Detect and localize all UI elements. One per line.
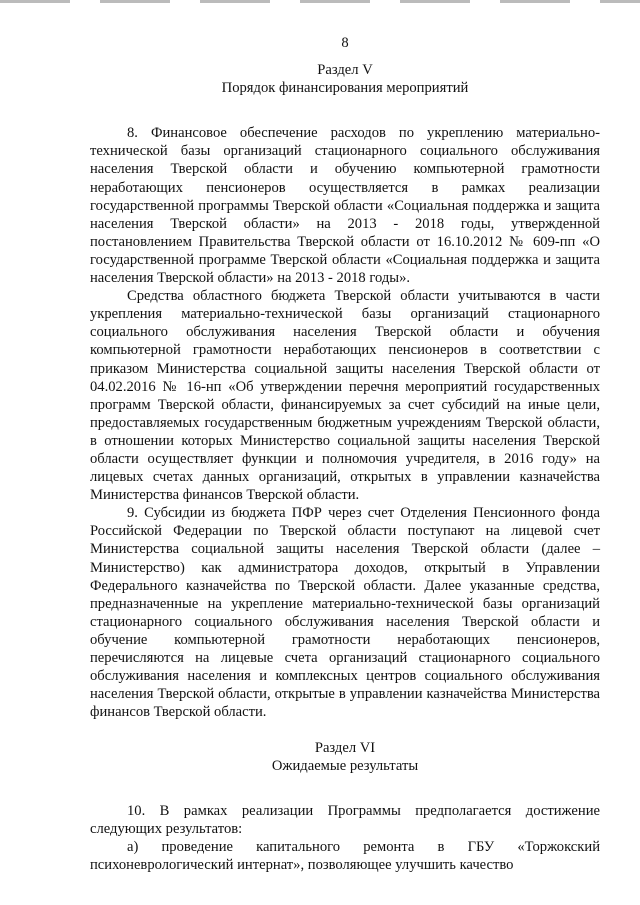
scan-artifact-top bbox=[0, 0, 640, 3]
paragraph-9: 9. Субсидии из бюджета ПФР через счет Отделения Пенсионного фонда Российской Федерации по Тверской области поступают на лицевой счет Министерства социальной защиты населения Тверской области (далее – Министерство) как администратора доходов, открытый в Управлении Федерального казначейства по Тверской области. Далее указанные средства, предназначенные на укрепление материально-технической базы организаций стационарного социального обслуживания населения Тверской области и обучение компьютерной грамотности неработающих пенсионеров, перечисляются на лицевые счета организаций стационарного социального обслуживания населения и комплексных центров социального обслуживания населения Тверской области, открытые в управлении казначейства Министерства финансов Тверской области. bbox=[90, 505, 600, 721]
section-6-heading: Раздел VI bbox=[314, 740, 376, 757]
spacer bbox=[90, 721, 600, 739]
page-number: 8 bbox=[341, 35, 349, 51]
section-6-title: Ожидаемые результаты bbox=[271, 758, 419, 775]
paragraph-10: 10. В рамках реализации Программы предполагается достижение следующих результатов: bbox=[90, 802, 600, 837]
paragraph-8-budget: Средства областного бюджета Тверской области учитываются в части укрепления материально-технической базы организаций стационарного социального обслуживания населения Тверской области и обучения компьютерной грамотности неработающих пенсионеров в соответствии с приказом Министерства социальной защиты населения Тверской области от 04.02.2016 № 16-нп «Об утверждении перечня мероприятий государственных программ Тверской области, финансируемых за счет субсидий на иные цели, предоставляемых государственным бюджетным учреждениям Тверской области, в отношении которых Министерство социальной защиты населения Тверской области осуществляет функции и полномочия учредителя, в 2016 году» на лицевых счетах данных организаций, открытых в управлении казначейства Министерства финансов Тверской области. bbox=[90, 288, 600, 504]
section-5-heading: Раздел V bbox=[317, 62, 373, 79]
spacer bbox=[90, 97, 600, 124]
section-5-title: Порядок финансирования мероприятий bbox=[221, 80, 469, 97]
document-page bbox=[90, 34, 600, 874]
spacer bbox=[90, 776, 600, 802]
paragraph-10-a: а) проведение капитального ремонта в ГБУ «Торжокский психоневрологический интернат», позволяющее улучшить качество bbox=[90, 838, 600, 873]
paragraph-8: 8. Финансовое обеспечение расходов по укреплению материально-технической базы организаций стационарного социального обслуживания населения Тверской области и обучению компьютерной грамотности неработающих пенсионеров осуществляется в рамках реализации государственной программы Тверской области «Социальная поддержка и защита населения Тверской области» на 2013 - 2018 годы, утвержденной постановлением Правительства Тверской области от 16.10.2012 № 609-пп «О государственной программе Тверской области «Социальная поддержка и защита населения Тверской области» на 2013 - 2018 годы». bbox=[90, 125, 600, 287]
